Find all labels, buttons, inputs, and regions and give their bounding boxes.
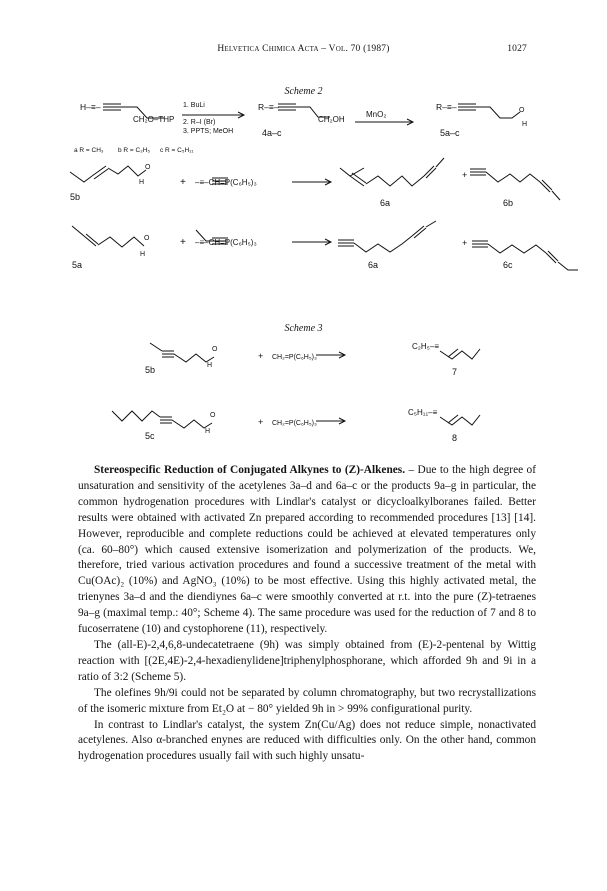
scheme-2-figure xyxy=(0,96,607,296)
ylide-reagent: –≡–CH=P(C₆H₅)₃ xyxy=(195,178,257,187)
compound-8-label: 8 xyxy=(452,433,458,443)
methylene-ylide: CH₂=P(C₆H₅)₃ xyxy=(272,354,317,361)
ylide-reagent: –≡–CH=P(C₆H₅)₃ xyxy=(195,238,257,247)
compound-7-label: 7 xyxy=(452,367,458,377)
journal-title: Helvetica Chimica Acta – Vol. 70 (1987) xyxy=(217,44,390,54)
ch2oh-group: CH₂OH xyxy=(318,115,345,124)
pentyl-group: C₅H₁₁–≡ xyxy=(408,408,438,417)
condition-1: 1. BuLi xyxy=(183,102,205,109)
compound-5a-label: 5a xyxy=(72,260,83,270)
paragraph-2: The (all-E)-2,4,6,8-undecatetraene (9h) was simply obtained from (E)-2-pentenal by Wittig reaction with [(2E,4E)-2,4-hexadienylidene]triphenylphosphorane, which afforded 9h and 9i in a ratio of 3:2 (Scheme 5). xyxy=(78,638,536,683)
svg-text:H: H xyxy=(207,362,213,369)
thp-group: CH₂O–THP xyxy=(133,115,175,124)
plus-sign: + xyxy=(258,351,264,361)
mno2-reagent: MnO₂ xyxy=(366,110,387,119)
condition-2: 2. R–I (Br) xyxy=(183,119,216,126)
compound-4-label: 4a–c xyxy=(262,128,282,138)
legend-c: c R = C₅H₁₁ xyxy=(160,147,194,154)
compound-6b-label: 6b xyxy=(503,198,514,208)
page-number: 1027 xyxy=(507,44,527,54)
legend-b: b R = C₂H₅ xyxy=(118,147,151,154)
methylene-ylide: CH₂=P(C₆H₅)₃ xyxy=(272,420,317,427)
legend-a: a R = CH₃ xyxy=(74,147,104,154)
compound-6a-label: 6a xyxy=(380,198,391,208)
plus-sign: + xyxy=(180,237,186,248)
plus-sign: + xyxy=(258,417,264,427)
paragraph-1 xyxy=(78,463,536,638)
condition-3: 3. PPTS; MeOH xyxy=(183,128,234,135)
compound-6a-label: 6a xyxy=(368,260,379,270)
plus-sign: + xyxy=(180,177,186,188)
plus-sign: + xyxy=(462,170,468,180)
paragraph-1-text: – Due to the high degree of unsaturation and sensitivity of the acetylenes 3a–d and 6a–c or the products 9a–g in particular, the common hydrogenation procedures with Lindlar's catalyst or dicycloalkylboranes failed. Better results were obtained with activated Zn prepared according to recommended procedures [13] [14]. However, reproducible and complete reductions could be achieved at elevated temperatures only (ca. 60–80°) which caused extensive isomerization and polymerization of the products. We, therefore, tried various activation procedures and found a successive treatment of the metal with Cu(OAc)₂ (10%) and AgNO₃ (10%) to be most effective. Using this highly activated metal, the trienynes 3a–d and the diendiynes 6a–c were smoothly converted at r.t. into the pure (Z)-tetraenes 9a–g (maximal temp.: 40°; Scheme 4). The same procedure was used for the reduction of 7 and 8 to fucoserratene (10) and cystophorene (11), respectively. xyxy=(78,464,536,636)
paragraph-3: The olefines 9h/9i could not be separated by column chromatography, but two recrystallizations of the isomeric mixture from Et₂O at − 80° yielded 9h in > 99% configurational purity. xyxy=(78,686,536,715)
svg-text:O: O xyxy=(212,346,218,353)
plus-sign: + xyxy=(462,238,468,248)
ethyl-group: C₂H₅–≡ xyxy=(412,342,439,351)
compound-6c-label: 6c xyxy=(503,260,513,270)
compound-5-label: 5a–c xyxy=(440,128,460,138)
reactant-label: H–≡– xyxy=(80,102,101,112)
svg-text:H: H xyxy=(140,251,146,258)
compound-5b-label: 5b xyxy=(145,365,156,375)
product-r-label: R–≡– xyxy=(436,102,457,112)
scheme-2-title: Scheme 2 xyxy=(284,86,323,97)
compound-5b-label: 5b xyxy=(70,192,81,202)
svg-text:O: O xyxy=(210,412,216,419)
svg-text:O: O xyxy=(144,235,150,242)
scheme-3-title: Scheme 3 xyxy=(284,323,323,334)
article-body xyxy=(78,463,536,765)
scheme-3-figure xyxy=(0,335,607,455)
svg-text:H: H xyxy=(139,179,145,186)
svg-text:H: H xyxy=(205,428,211,435)
paragraph-4: In contrast to Lindlar's catalyst, the system Zn(Cu/Ag) does not reduce simple, nonactivated acetylenes. Also α-branched enynes are reduced with difficulties only. On the other hand, common hydrogenation procedures usually fail with such highly unsatu- xyxy=(78,718,536,763)
section-heading: Stereospecific Reduction of Conjugated Alkynes to (Z)-Alkenes. xyxy=(94,464,406,476)
svg-text:O: O xyxy=(145,164,151,171)
aldehyde-o: O xyxy=(519,107,525,114)
intermediate-r-label: R–≡– xyxy=(258,102,279,112)
aldehyde-h: H xyxy=(522,121,528,128)
compound-5c-label: 5c xyxy=(145,431,155,441)
